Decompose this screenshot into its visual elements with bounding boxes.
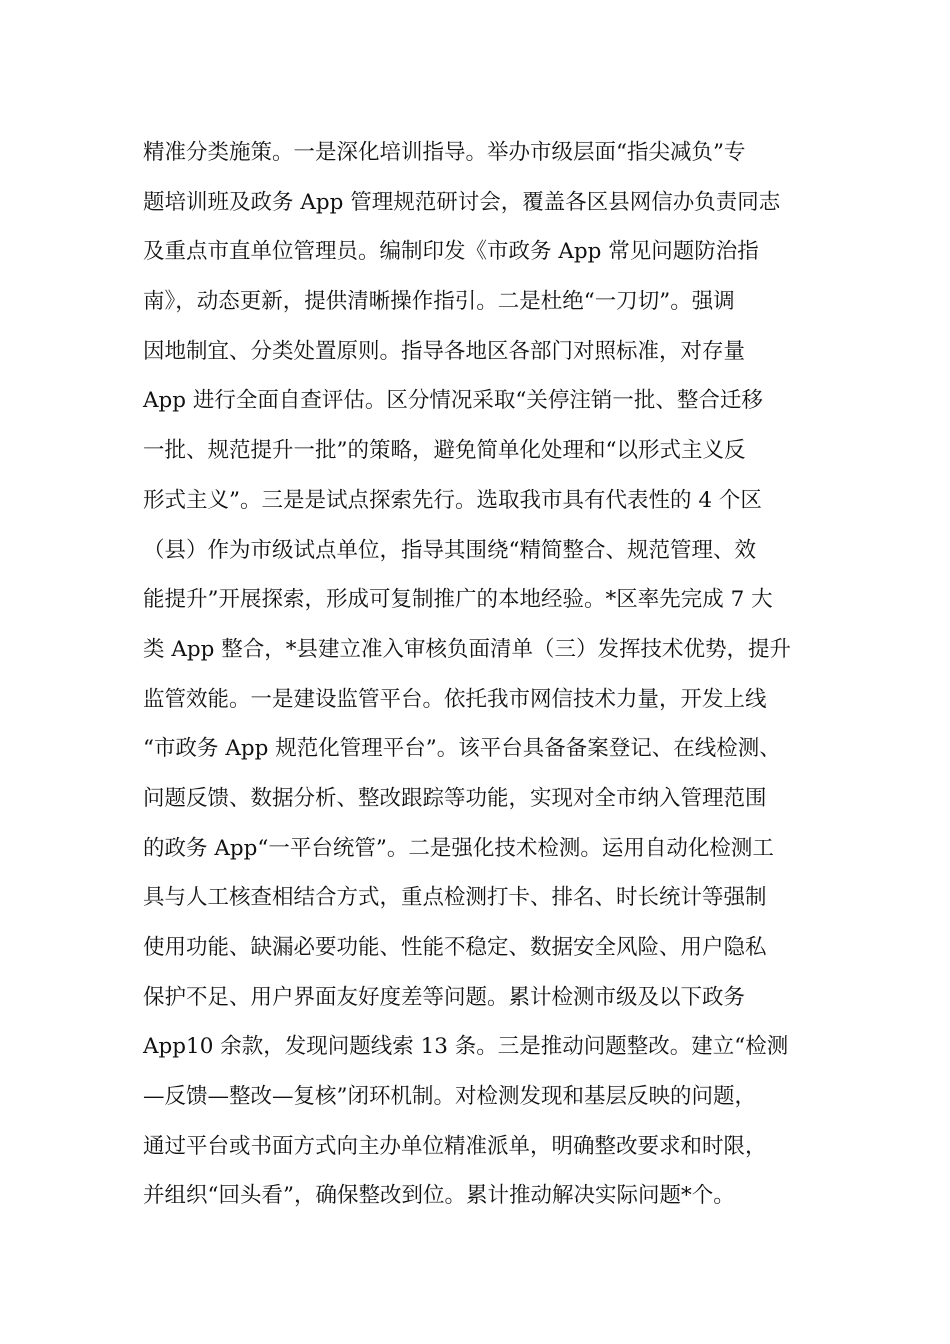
- text-line: 保护不足、用户界面友好度差等问题。累计检测市级及以下政务: [143, 984, 746, 1010]
- text-line: 类 App 整合，*县建立准入审核负面清单（三）发挥技术优势，提升: [143, 636, 791, 662]
- text-line: 具与人工核查相结合方式，重点检测打卡、排名、时长统计等强制: [143, 885, 767, 911]
- text-line: 及重点市直单位管理员。编制印发《市政务 App 常见问题防治指: [143, 239, 759, 265]
- text-line: —反馈—整改—复核”闭环机制。对检测发现和基层反映的问题，: [143, 1084, 756, 1110]
- body-paragraph: [143, 128, 823, 1221]
- text-line: App10 余款，发现问题线索 13 条。三是推动问题整改。建立“检测: [143, 1034, 789, 1060]
- text-line: 题培训班及政务 App 管理规范研讨会，覆盖各区县网信办负责同志: [143, 189, 781, 215]
- text-line: 能提升”开展探索，形成可复制推广的本地经验。*区率先完成 7 大: [143, 587, 773, 613]
- text-line: 一批、规范提升一批”的策略，避免简单化处理和“以形式主义反: [143, 438, 746, 464]
- text-line: 形式主义”。三是是试点探索先行。选取我市具有代表性的 4 个区: [143, 487, 762, 513]
- text-line: 监管效能。一是建设监管平台。依托我市网信技术力量，开发上线: [143, 686, 767, 712]
- text-line: “市政务 App 规范化管理平台”。该平台具备备案登记、在线检测、: [143, 736, 781, 762]
- text-line: （县）作为市级试点单位，指导其围绕“精简整合、规范管理、效: [143, 537, 756, 563]
- text-line: 通过平台或书面方式向主办单位精准派单，明确整改要求和时限，: [143, 1133, 767, 1159]
- text-line: App 进行全面自查评估。区分情况采取“关停注销一批、整合迁移: [143, 388, 763, 414]
- text-line: 精准分类施策。一是深化培训指导。举办市级层面“指尖减负”专: [143, 140, 746, 165]
- text-line: 因地制宜、分类处置原则。指导各地区各部门对照标准，对存量: [143, 338, 746, 364]
- text-line: 使用功能、缺漏必要功能、性能不稳定、数据安全风险、用户隐私: [143, 935, 767, 960]
- text-line: 南》，动态更新，提供清晰操作指引。二是杜绝“一刀切”。强调: [143, 289, 735, 315]
- text-line: 问题反馈、数据分析、整改跟踪等功能，实现对全市纳入管理范围: [143, 785, 767, 811]
- text-line: 的政务 App“一平台统管”。二是强化技术检测。运用自动化检测工: [143, 835, 774, 861]
- text-line: 并组织“回头看”，确保整改到位。累计推动解决实际问题*个。: [143, 1183, 735, 1209]
